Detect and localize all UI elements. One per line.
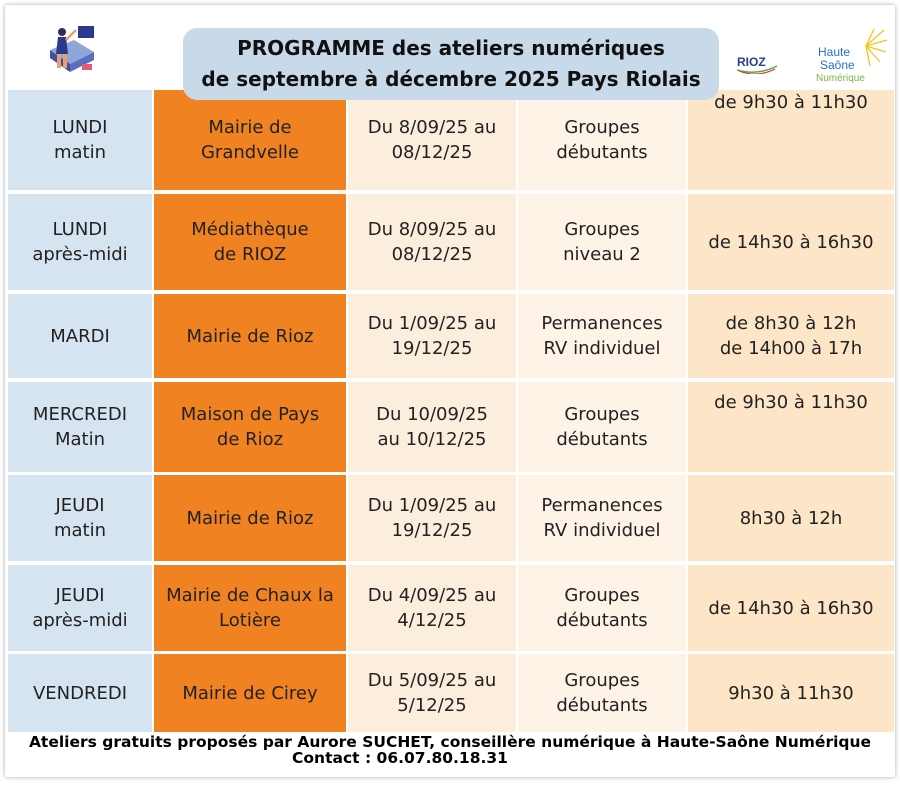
hsn-logo-line-2: Saône — [820, 58, 855, 72]
day-cell: VENDREDI — [8, 654, 152, 732]
day-cell: JEUDI après-midi — [8, 565, 152, 651]
time-cell: de 9h30 à 11h30 — [688, 382, 894, 472]
group-type-cell: Groupes débutants — [518, 654, 686, 732]
time-cell: 9h30 à 11h30 — [688, 654, 894, 732]
location-cell: Maison de Pays de Rioz — [154, 382, 346, 472]
day-cell: LUNDI après-midi — [8, 194, 152, 290]
time-cell: de 14h30 à 16h30 — [688, 194, 894, 290]
dates-cell: Du 1/09/25 au 19/12/25 — [348, 475, 516, 561]
title-line-1: PROGRAMME des ateliers numériques — [237, 36, 665, 60]
location-cell: Mairie de Chaux la Lotière — [154, 565, 346, 651]
digital-workshop-illustration — [44, 20, 100, 82]
hsn-logo-line-1: Haute — [818, 45, 851, 59]
dates-cell: Du 1/09/25 au 19/12/25 — [348, 294, 516, 378]
hsn-logo-line-3: Numérique — [816, 73, 865, 84]
group-type-cell: Groupes débutants — [518, 382, 686, 472]
group-type-cell: Groupes débutants — [518, 90, 686, 190]
location-cell: Médiathèque de RIOZ — [154, 194, 346, 290]
location-cell: Mairie de Cirey — [154, 654, 346, 732]
day-cell: JEUDI matin — [8, 475, 152, 561]
page-title — [183, 28, 719, 100]
footer-contact: Contact : 06.07.80.18.31 — [292, 749, 508, 767]
dates-cell: Du 8/09/25 au 08/12/25 — [348, 194, 516, 290]
location-cell: Mairie de Rioz — [154, 475, 346, 561]
group-type-cell: Permanences RV individuel — [518, 475, 686, 561]
time-cell: de 8h30 à 12h de 14h00 à 17h — [688, 294, 894, 378]
dates-cell: Du 8/09/25 au 08/12/25 — [348, 90, 516, 190]
title-line-2: de septembre à décembre 2025 Pays Riolais — [201, 67, 701, 91]
time-cell: de 14h30 à 16h30 — [688, 565, 894, 651]
group-type-cell: Groupes débutants — [518, 565, 686, 651]
day-cell: MERCREDI Matin — [8, 382, 152, 472]
time-cell: 8h30 à 12h — [688, 475, 894, 561]
footer-credit: Ateliers gratuits proposés par Aurore SUCHET, conseillère numérique à Haute-Saône Numérique — [28, 733, 872, 751]
location-cell: Mairie de Grandvelle — [154, 90, 346, 190]
group-type-cell: Groupes niveau 2 — [518, 194, 686, 290]
day-cell: MARDI — [8, 294, 152, 378]
haute-saone-numerique-logo — [800, 28, 888, 90]
dates-cell: Du 10/09/25 au 10/12/25 — [348, 382, 516, 472]
dates-cell: Du 5/09/25 au 5/12/25 — [348, 654, 516, 732]
group-type-cell: Permanences RV individuel — [518, 294, 686, 378]
day-cell: LUNDI matin — [8, 90, 152, 190]
rioz-logo-text: RIOZ — [737, 55, 766, 69]
time-cell: de 9h30 à 11h30 — [688, 90, 894, 190]
dates-cell: Du 4/09/25 au 4/12/25 — [348, 565, 516, 651]
location-cell: Mairie de Rioz — [154, 294, 346, 378]
rioz-logo — [735, 54, 779, 74]
